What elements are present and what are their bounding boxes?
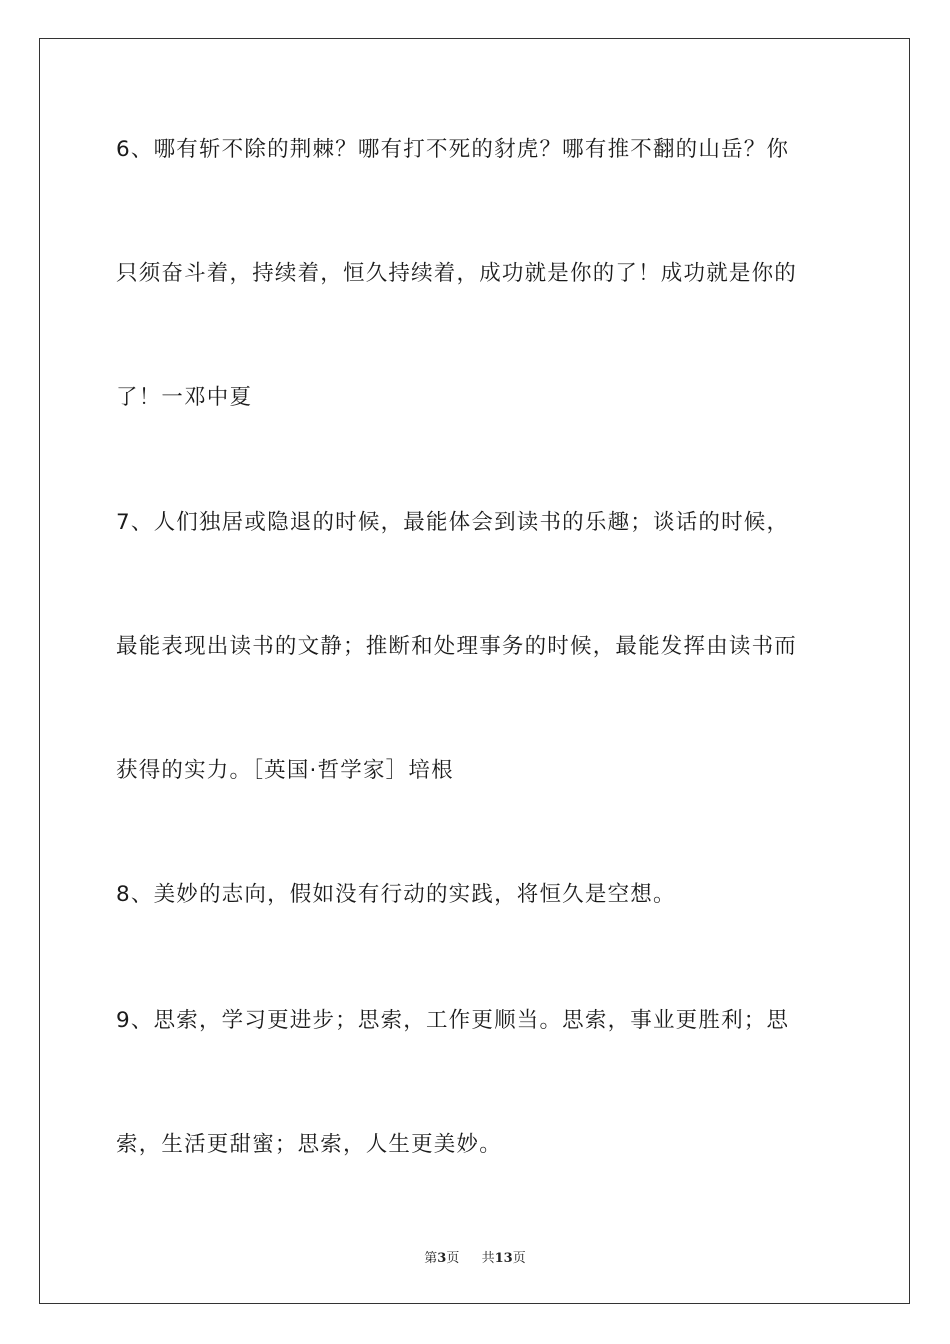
total-suffix: 页: [512, 1251, 526, 1266]
text-line: 索，生活更甜蜜；思索，人生更美妙。: [116, 1132, 502, 1157]
page-number: [424, 1251, 463, 1266]
text-line: 9、思索，学习更进步；思索，工作更顺当。思索，事业更胜利；思: [116, 1008, 790, 1033]
text-line: 7、人们独居或隐退的时候，最能体会到读书的乐趣；谈话的时候，: [116, 510, 790, 535]
page-border: [39, 38, 910, 1304]
total-pages: [482, 1251, 526, 1266]
page-footer: [0, 1247, 950, 1266]
text-line: 只须奋斗着，持续着，恒久持续着，成功就是你的了！成功就是你的: [116, 261, 798, 286]
text-line: 了！一邓中夏: [116, 385, 253, 410]
text-line: 6、哪有斩不除的荆棘？哪有打不死的豺虎？哪有推不翻的山岳？你: [116, 137, 790, 162]
text-line: 最能表现出读书的文静；推断和处理事务的时候，最能发挥由读书而: [116, 634, 798, 659]
total-pages-number: 13: [494, 1251, 513, 1266]
total-prefix: 共: [481, 1251, 495, 1266]
text-line: 8、美妙的志向，假如没有行动的实践，将恒久是空想。: [116, 882, 676, 907]
text-line: 获得的实力。［英国·哲学家］培根: [116, 758, 454, 783]
page-suffix: 页: [446, 1251, 460, 1266]
current-page-number: 3: [437, 1251, 447, 1266]
page-prefix: 第: [424, 1251, 438, 1266]
